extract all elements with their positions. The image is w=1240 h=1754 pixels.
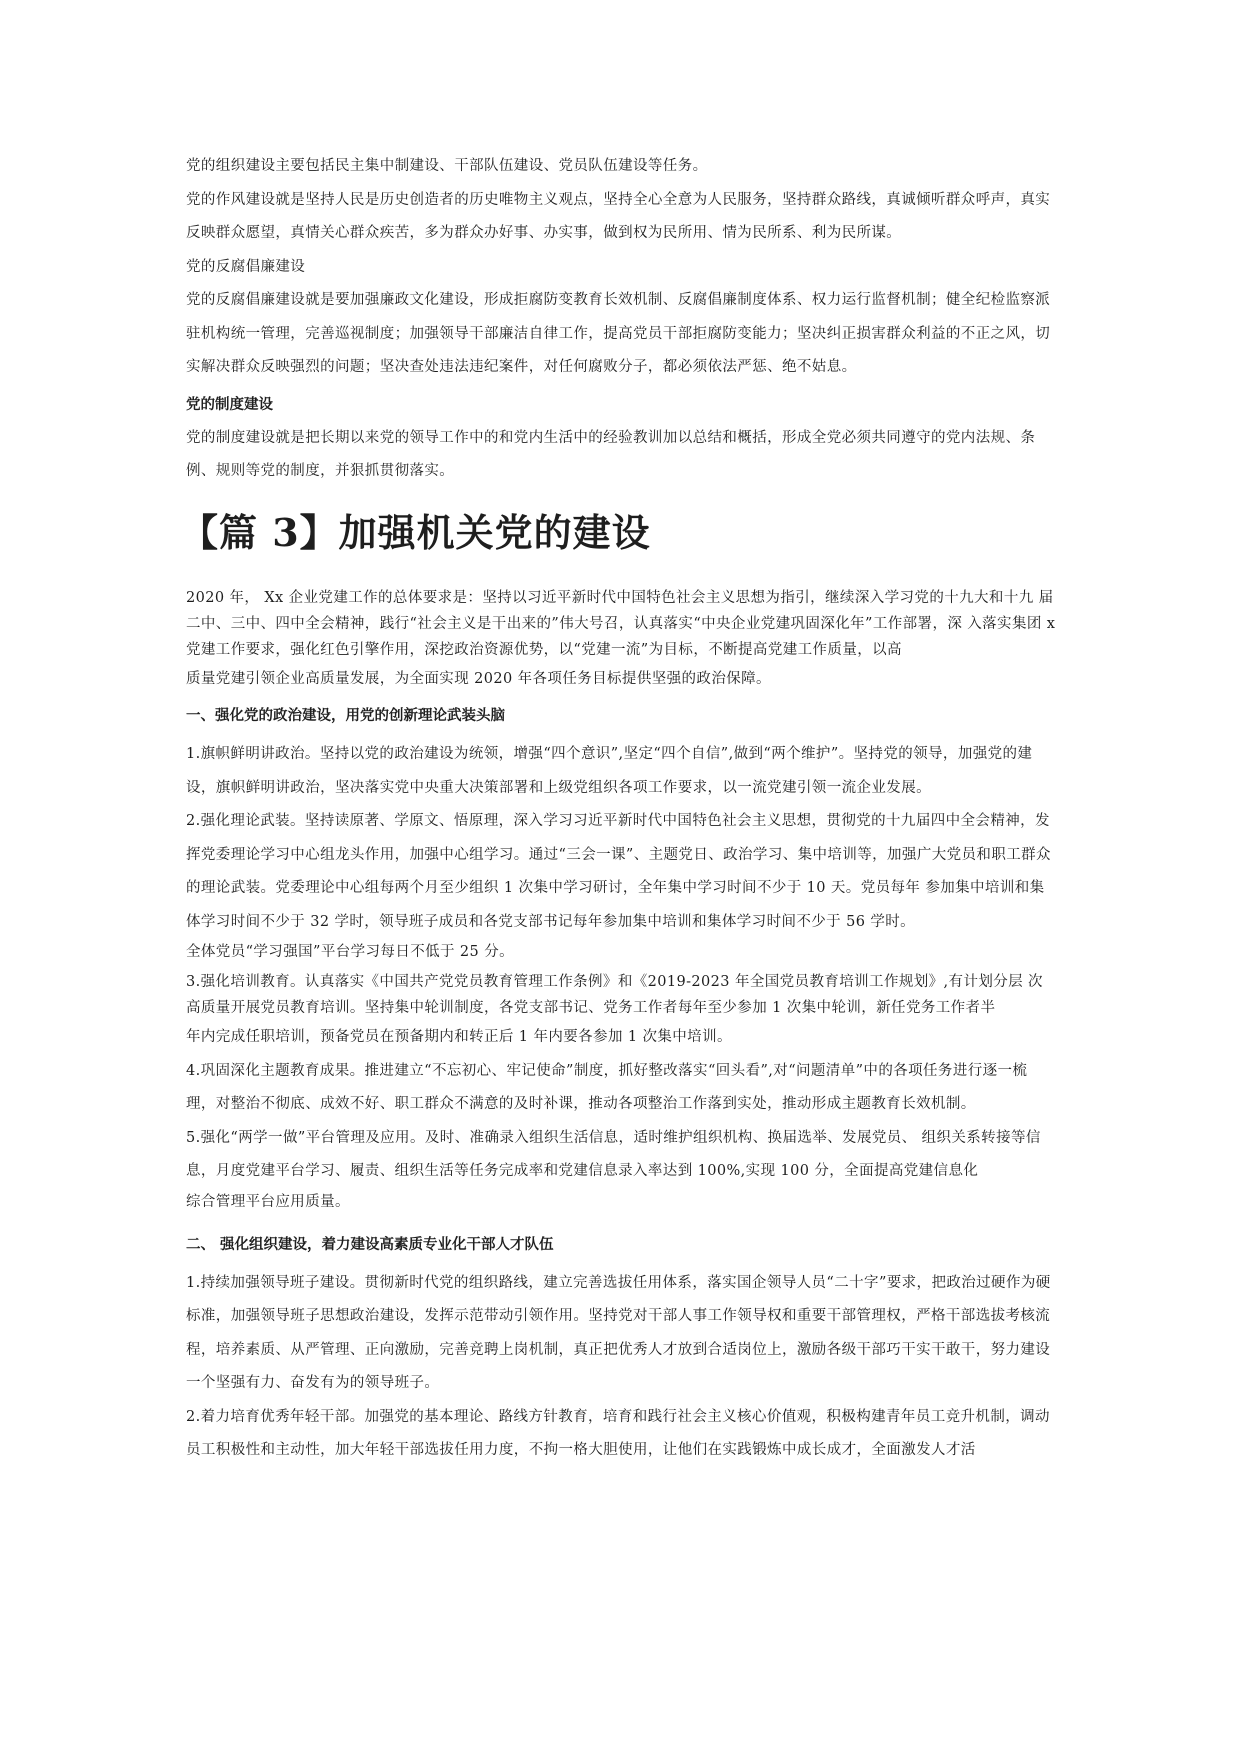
system-label: 党的制度建设 — [186, 396, 273, 413]
section-1-item-4: 4.巩固深化主题教育成果。推进建立“不忘初心、牢记使命”制度，抓好整改落实“回头看”,对“问题清单”中的各项任务进行逐一梳理，对整治不彻底、成效不好、职工群众不满意的及时补课，推动各项整治工作落到实处，推动形成主题教育长效机制。 — [186, 1062, 1028, 1112]
section-1-heading: 一、强化党的政治建设，用党的创新理论武装头脑 — [186, 708, 505, 724]
chapter-title: 【篇 3】加强机关党的建设 — [180, 509, 651, 555]
anticorruption-paragraph: 党的反腐倡廉建设就是要加强廉政文化建设，形成拒腐防变教育长效机制、反腐倡廉制度体系、权力运行监督机制；健全纪检监察派驻机构统一管理，完善巡视制度；加强领导干部廉洁自律工作，提高党员干部拒腐防变能力；坚决纠正损害群众利益的不正之风，切实解决群众反映强烈的问题；坚决查处违法违纪案件，对任何腐败分子，都必须依法严惩、绝不姑息。 — [186, 292, 1051, 375]
section-2-item-2: 2.着力培育优秀年轻干部。加强党的基本理论、路线方针教育，培育和践行社会主义核心价值观，积极构建青年员工竞升机制，调动员工积极性和主动性，加大年轻干部选拔任用力度，不拘一格大胆使用，让他们在实践锻炼中成长成才，全面激发人才活 — [186, 1408, 1050, 1458]
section-1-item-3: 3.强化培训教育。认真落实《中国共产党党员教育管理工作条例》和《2019-2023 年全国党员教育培训工作规划》,有计划分层 次高质量开展党员教育培训。坚持集中轮训制度，各党支部书记、党务工作者每年至少参加 1 次集中轮训，新任党务工作者半 — [186, 974, 1043, 1016]
style-building-paragraph: 党的作风建设就是坚持人民是历史创造者的历史唯物主义观点，坚持全心全意为人民服务，坚持群众路线，真诚倾听群众呼声，真实反映群众愿望，真情关心群众疾苦，多为群众办好事、办实事，做到权为民所用、情为民所系、利为民所谋。 — [186, 191, 1051, 241]
section-1-item-2: 2.强化理论武装。坚持读原著、学原文、悟原理，深入学习习近平新时代中国特色社会主义思想，贯彻党的十九届四中全会精神，发挥党委理论学习中心组龙头作用，加强中心组学习。通过“三会一课”、主题党日、政治学习、集中培训等，加强广大党员和职工群众的理论武装。党委理论中心组每两个月至少组织 1 次集中学习研讨，全年集中学习时间不少于 10 天。党员每年 参加集中培训和集体学习时间不少于 32 学时，领导班子成员和各党支部书记每年参加集中培训和集体学习时间不少于 56 学时。 — [186, 813, 1051, 930]
org-building-paragraph: 党的组织建设主要包括民主集中制建设、干部队伍建设、党员队伍建设等任务。 — [186, 158, 708, 174]
chapter-intro-paragraph-2: 质量党建引领企业高质量发展，为全面实现 2020 年各项任务目标提供坚强的政治保障。 — [186, 670, 771, 687]
anticorruption-label: 党的反腐倡廉建设 — [186, 258, 306, 275]
document-body — [180, 150, 1056, 1468]
section-2-item-1: 1.持续加强领导班子建设。贯彻新时代党的组织路线，建立完善选拔任用体系，落实国企领导人员“二十字”要求，把政治过硬作为硬标准，加强领导班子思想政治建设，发挥示范带动引领作用。坚持党对干部人事工作领导权和重要干部管理权，严格干部选拔考核流程，培养素质、从严管理、正向激励，完善竞聘上岗机制，真正把优秀人才放到合适岗位上，激励各级干部巧干实干敢干，努力建设一个坚强有力、奋发有为的领导班子。 — [186, 1274, 1051, 1391]
section-1-item-3-tail: 年内完成任职培训，预备党员在预备期内和转正后 1 年内要各参加 1 次集中培训。 — [186, 1029, 732, 1045]
section-2-heading: 二、 强化组织建设，着力建设高素质专业化干部人才队伍 — [186, 1236, 554, 1253]
section-1-item-2-tail: 全体党员“学习强国”平台学习每日不低于 25 分。 — [186, 944, 514, 960]
chapter-intro-paragraph: 2020 年， Xx 企业党建工作的总体要求是：坚持以习近平新时代中国特色社会主义思想为指引，继续深入学习党的十九大和十九 届二中、三中、四中全会精神，践行“社会主义是干出来的”伟大号召，认真落实“中央企业党建巩固深化年”工作部署，深 入落实集团 x 党建工作要求，强化红色引擎作用，深挖政治资源优势，以“党建一流”为目标，不断提高党建工作质量，以高 — [186, 589, 1056, 658]
section-1-item-5: 5.强化“两学一做”平台管理及应用。及时、准确录入组织生活信息，适时维护组织机构、换届选举、发展党员、 组织关系转接等信息，月度党建平台学习、履责、组织生活等任务完成率和党建信息录入率达到 100%,实现 100 分，全面提高党建信息化 — [186, 1129, 1041, 1179]
section-1-item-1: 1.旗帜鲜明讲政治。坚持以党的政治建设为统领，增强“四个意识”,坚定“四个自信”,做到“两个维护”。坚持党的领导，加强党的建设，旗帜鲜明讲政治，坚决落实党中央重大决策部署和上级党组织各项工作要求，以一流党建引领一流企业发展。 — [186, 746, 1033, 796]
section-1-item-5-tail: 综合管理平台应用质量。 — [186, 1193, 350, 1210]
system-paragraph: 党的制度建设就是把长期以来党的领导工作中的和党内生活中的经验教训加以总结和概括，形成全党必须共同遵守的党内法规、条例、规则等党的制度，并狠抓贯彻落实。 — [186, 429, 1036, 479]
